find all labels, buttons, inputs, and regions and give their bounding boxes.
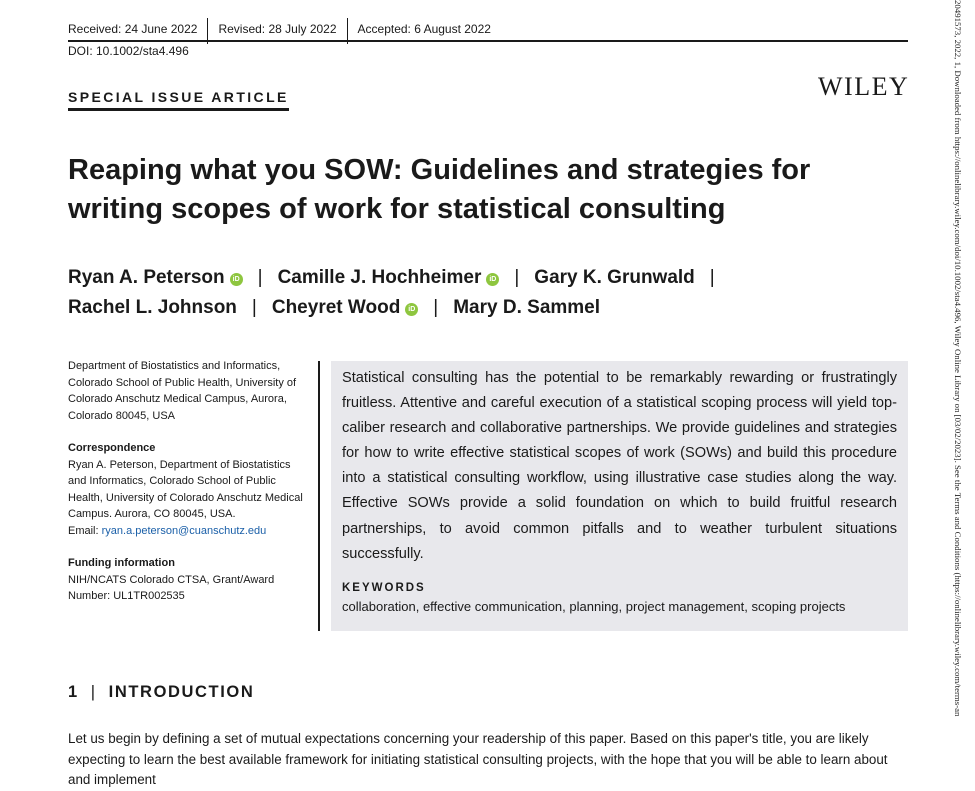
body-paragraph: Let us begin by defining a set of mutual expectations concerning your readership of this paper. Based on this paper's title, you are likely expecting to learn the best available framework for initiating statistical consulting projects, with the hope that you will be able to learn about and implement [68, 731, 888, 787]
section-title: INTRODUCTION [108, 683, 255, 701]
funding-block [68, 555, 308, 605]
column-divider [318, 361, 320, 631]
keywords-heading: KEYWORDS [342, 581, 426, 594]
date-divider [207, 18, 208, 44]
funding-heading: Funding information [68, 557, 175, 569]
email-link[interactable]: ryan.a.peterson@cuanschutz.edu [101, 524, 267, 537]
keywords-list: collaboration, effective communication, planning, project management, scoping projects [342, 598, 846, 614]
correspondence-block [68, 440, 308, 539]
author-separator: | [433, 297, 439, 318]
author-name[interactable]: Mary D. Sammel [453, 297, 601, 318]
author-name[interactable]: Camille J. Hochheimer [277, 267, 482, 288]
author-name[interactable]: Cheyret Wood [271, 297, 401, 318]
funding-text: NIH/NCATS Colorado CTSA, Grant/Award Number: UL1TR002535 [68, 573, 275, 602]
received-date: Received: 24 June 2022 [68, 22, 198, 36]
author-name[interactable]: Gary K. Grunwald [534, 267, 695, 288]
article-type: SPECIAL ISSUE ARTICLE [68, 89, 289, 111]
article-title: Reaping what you SOW: Guidelines and strategies for writing scopes of work for statistical consulting [68, 154, 811, 225]
section-heading [68, 683, 254, 702]
author-name[interactable]: Ryan A. Peterson [68, 267, 225, 288]
author-separator: | [257, 267, 263, 288]
correspondence-text: Ryan A. Peterson, Department of Biostatistics and Informatics, Colorado School of Public Health, University of Colorado Anschutz Medical Campus. Aurora, CO 80045, USA. [68, 458, 303, 520]
author-separator: | [514, 267, 520, 288]
section-pipe: | [90, 683, 97, 701]
orcid-icon[interactable]: iD [405, 303, 418, 316]
orcid-icon[interactable]: iD [230, 273, 243, 286]
publisher-logo: WILEY [818, 72, 910, 101]
author-list [68, 263, 908, 323]
download-margin-note [953, 0, 971, 772]
date-divider [347, 18, 348, 44]
affiliation: Department of Biostatistics and Informatics, Colorado School of Public Health, University of Colorado Anschutz Medical Campus, Aurora, Colorado 80045, USA [68, 360, 297, 422]
section-number: 1 [68, 683, 79, 701]
article-info-sidebar [68, 358, 308, 621]
orcid-icon[interactable]: iD [486, 273, 499, 286]
abstract-text: Statistical consulting has the potential to be remarkably rewarding or frustratingly fruitless. Attentive and careful execution of a statistical scoping process will yield top-caliber research and collaborative partnerships. We provide guidelines and strategies for how to write effective statistical scopes of work (SOWs) and build this procedure into a statistical consulting workflow, using illustrative case studies along the way. Effective SOWs provide a solid foundation on which to build fruitful research partnerships, to avoid common pitfalls and to weather turbulent situations successfully. [342, 370, 897, 562]
correspondence-heading: Correspondence [68, 442, 156, 454]
author-separator: | [709, 267, 715, 288]
doi: DOI: 10.1002/sta4.496 [68, 44, 189, 58]
margin-note-text: 20491573, 2022, 1, Downloaded from https://onlinelibrary.wiley.com/doi/10.1002/sta4.496, Wiley Online Library on [03/02/2023]. See the Terms and Conditions (https://onlinelibrary.wiley.com/terms-an [953, 0, 963, 717]
revised-date: Revised: 28 July 2022 [218, 22, 337, 36]
publication-dates [68, 18, 908, 42]
abstract-box [331, 361, 908, 631]
author-separator: | [251, 297, 257, 318]
email-label: Email: [68, 524, 102, 537]
accepted-date: Accepted: 6 August 2022 [357, 22, 491, 36]
author-name[interactable]: Rachel L. Johnson [68, 297, 237, 318]
